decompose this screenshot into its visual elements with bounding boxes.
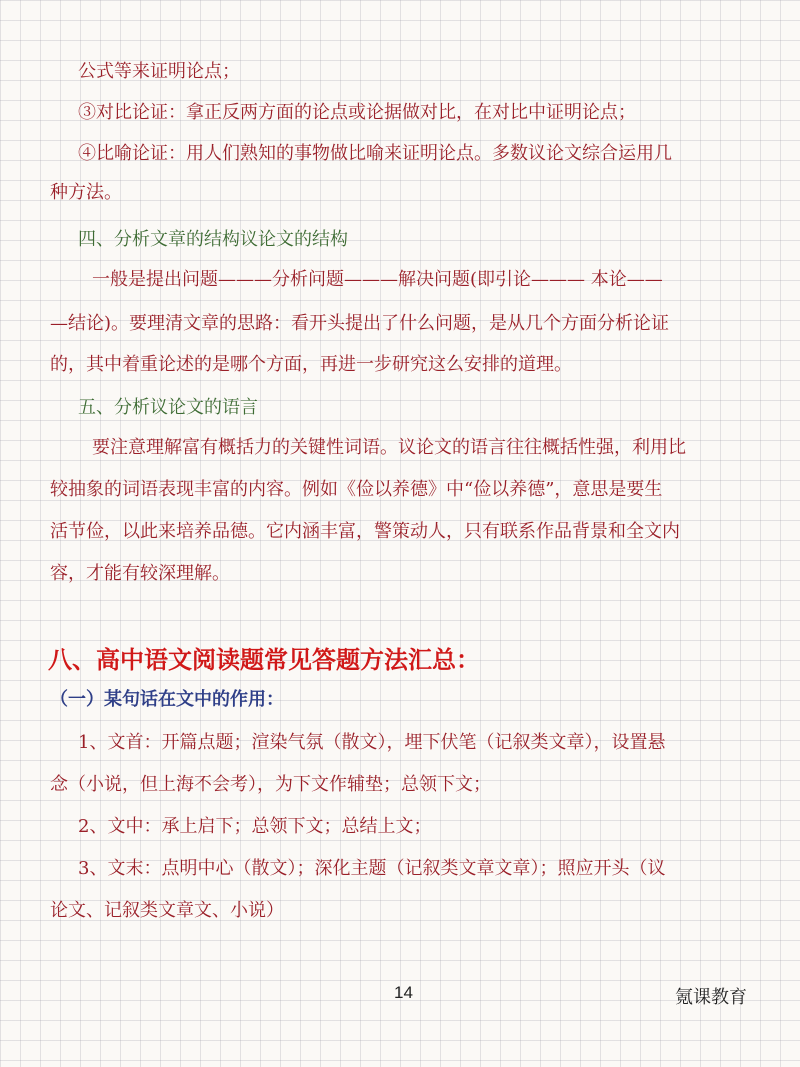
text-line: 活节俭，以此来培养品德。它内涵丰富，警策动人，只有联系作品背景和全文内 <box>50 521 680 542</box>
text-line: 要注意理解富有概括力的关键性词语。议论文的语言往往概括性强，利用比 <box>92 437 686 458</box>
answer-line: 念（小说，但上海不会考），为下文作辅垫；总领下文； <box>50 774 491 795</box>
text-line: ④比喻论证：用人们熟知的事物做比喻来证明论点。多数议论文综合运用几 <box>78 143 672 164</box>
page-number: 14 <box>394 983 413 1002</box>
text-line: 较抽象的词语表现丰富的内容。例如《俭以养德》中“俭以养德”，意思是要生 <box>50 479 663 500</box>
section-title: 八、高中语文阅读题常见答题方法汇总： <box>48 645 480 674</box>
text-line: 的，其中着重论述的是哪个方面，再进一步研究这么安排的道理。 <box>50 354 572 375</box>
answer-line: 1、文首：开篇点题；渲染气氛（散文），埋下伏笔（记叙类文章），设置悬 <box>78 732 666 753</box>
text-line: 种方法。 <box>50 182 122 203</box>
answer-line: 2、文中：承上启下；总领下文；总结上文； <box>78 816 432 837</box>
heading-structure: 四、分析文章的结构议论文的结构 <box>78 229 348 250</box>
footer-brand: 氪课教育 <box>675 987 747 1008</box>
text-line: 公式等来证明论点； <box>78 61 240 82</box>
heading-language: 五、分析议论文的语言 <box>78 397 258 418</box>
subsection-title: （一）某句话在文中的作用： <box>50 689 284 710</box>
text-line: —结论)。要理清文章的思路：看开头提出了什么问题，是从几个方面分析论证 <box>50 313 670 334</box>
text-line: 一般是提出问题———分析问题———解决问题(即引论——— 本论—— <box>92 269 663 290</box>
answer-line: 3、文末：点明中心（散文）；深化主题（记叙类文章文章）；照应开头（议 <box>78 858 666 879</box>
answer-line: 论文、记叙类文章文、小说） <box>50 900 284 921</box>
text-line: ③对比论证：拿正反两方面的论点或论据做对比，在对比中证明论点； <box>78 102 636 123</box>
text-line: 容，才能有较深理解。 <box>50 563 230 584</box>
